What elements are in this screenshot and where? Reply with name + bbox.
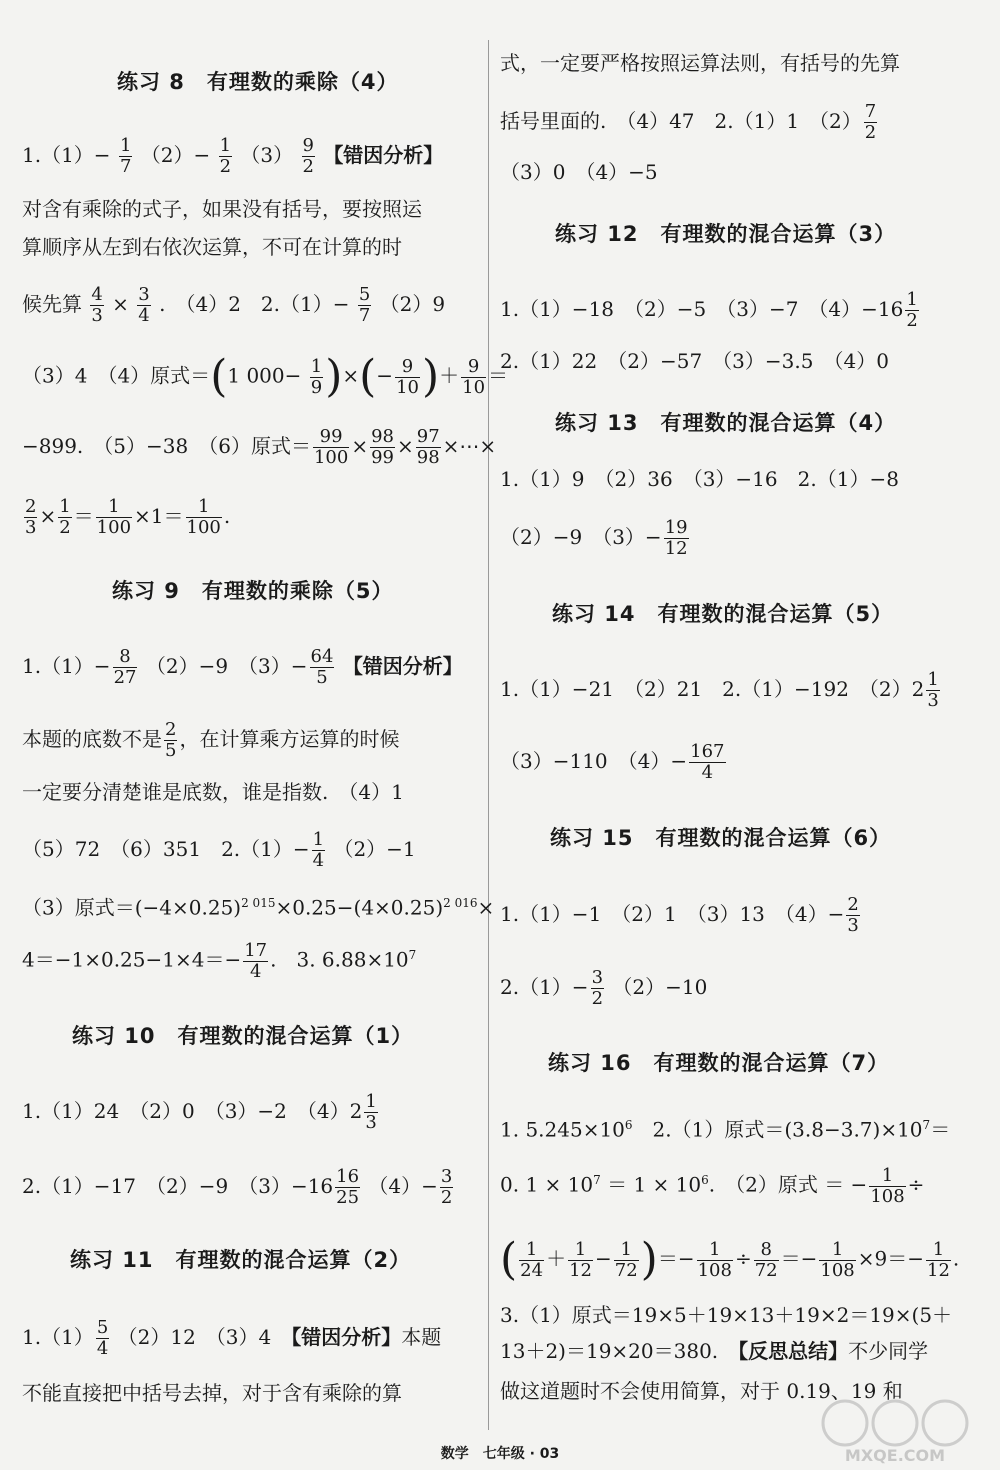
text: ÷ <box>907 1172 925 1197</box>
exponent: 7 <box>408 948 417 962</box>
text: ，在计算乘方运算的时候 <box>179 727 400 751</box>
denominator: 2 <box>440 1187 453 1208</box>
fraction <box>664 518 689 559</box>
denominator: 7 <box>358 305 371 326</box>
numerator: 1 <box>310 355 323 377</box>
fraction <box>219 136 232 177</box>
denominator: 2 <box>864 122 877 143</box>
text: ×0.25−(4×0.25) <box>275 895 444 920</box>
fraction <box>591 968 604 1009</box>
denominator: 4 <box>312 850 325 871</box>
error-analysis-tag: 【错因分析】 <box>291 1325 402 1349</box>
cont-line-3: （3）0 （4）−5 <box>500 160 658 184</box>
denominator: 4 <box>249 960 262 982</box>
section-title-14: 练习 14 有理数的混合运算（5） <box>552 602 894 626</box>
numerator: 9 <box>395 357 420 378</box>
error-analysis-tag: 【错因分析】 <box>342 654 463 678</box>
numerator: 1 <box>186 497 222 518</box>
numerator: 8 <box>113 647 138 668</box>
fraction <box>926 670 939 711</box>
cont-line-1: 式，一定要严格按照运算法则，有括号的先算 <box>500 51 900 75</box>
numerator: 1 <box>519 1240 544 1261</box>
s16-line-6: 做这道题时不会使用简算，对于 0.19、19 和 <box>500 1379 903 1403</box>
denominator: 9 <box>310 376 323 398</box>
s12-line-2: 2.（1）22 （2）−57 （3）−3.5 （4）0 <box>500 349 889 373</box>
denominator: 7 <box>119 156 132 177</box>
paren: ) <box>325 351 343 402</box>
reflection-tag: 【反思总结】 <box>738 1339 849 1363</box>
denominator: 24 <box>520 1259 544 1281</box>
numerator: 1 <box>906 289 918 310</box>
numerator: 1 <box>312 829 325 850</box>
cont-line-2 <box>500 102 879 143</box>
text: （2）−1 <box>333 837 416 861</box>
s9-line-1 <box>22 647 463 688</box>
fraction <box>395 357 420 398</box>
exponent: 6 <box>624 1118 633 1132</box>
text: 候先算 <box>22 292 82 316</box>
numerator: 5 <box>358 284 371 305</box>
text: 不少同学 <box>848 1339 929 1363</box>
section-title-12: 练习 12 有理数的混合运算（3） <box>555 222 897 246</box>
fraction <box>335 1167 360 1208</box>
denominator: 27 <box>113 667 137 688</box>
fraction <box>310 357 323 398</box>
text: （5）72 （6）351 2.（1）− <box>22 837 310 861</box>
denominator: 72 <box>754 1259 778 1281</box>
s8-line-7 <box>22 497 230 538</box>
section-title-8: 练习 8 有理数的乘除（4） <box>117 70 399 94</box>
text: × <box>351 434 369 458</box>
text: （2）−9 （3）− <box>500 525 662 549</box>
s8-line-6 <box>22 427 496 468</box>
fraction <box>568 1240 593 1281</box>
s14-line-2 <box>500 742 728 783</box>
numerator: 3 <box>440 1166 453 1187</box>
s15-line-2 <box>500 968 707 1009</box>
fraction <box>819 1240 855 1281</box>
fraction <box>58 497 71 538</box>
fraction <box>24 497 37 538</box>
page-footer: 数学 七年级 · 03 <box>440 1446 560 1462</box>
text: 1 000− <box>227 363 302 388</box>
fraction <box>113 647 138 688</box>
text: （3）4 （4）原式＝ <box>22 363 211 388</box>
denominator: 12 <box>927 1259 950 1281</box>
numerator: 9 <box>302 135 314 156</box>
section-title-15: 练习 15 有理数的混合运算（6） <box>550 826 892 850</box>
denominator: 72 <box>614 1259 638 1281</box>
text: 0. 1 × 10 <box>500 1172 594 1197</box>
denominator: 10 <box>462 376 486 398</box>
text: 1.（1）24 （2）0 （3）−2 （4）2 <box>22 1099 363 1123</box>
text: × <box>39 504 57 528</box>
exponent: 2 016 <box>443 896 478 910</box>
s9-line-4 <box>22 830 416 871</box>
text: 1.（1）−21 （2）21 2.（1）−192 （2）2 <box>500 677 925 701</box>
exponent: 2 015 <box>241 896 276 910</box>
text: （2）9 <box>379 292 446 316</box>
numerator: 3 <box>138 284 150 305</box>
text: 1. 5.245×10 <box>500 1117 625 1142</box>
s13-line-2 <box>500 518 691 559</box>
fraction <box>846 895 859 936</box>
text: （2）−10 <box>612 975 708 999</box>
s16-line-2 <box>500 1165 924 1207</box>
denominator: 100 <box>186 517 221 538</box>
numerator: 1 <box>926 1240 951 1261</box>
denominator: 108 <box>820 1259 855 1281</box>
denominator: 108 <box>870 1185 905 1207</box>
numerator: 1 <box>697 1240 733 1261</box>
denominator: 98 <box>416 447 440 468</box>
denominator: 2 <box>906 310 918 331</box>
fraction <box>370 427 395 468</box>
text: （3）原式＝(−4×0.25) <box>22 895 242 920</box>
error-analysis-tag: 【错因分析】 <box>323 143 444 167</box>
text: . （4）2 2.（1）− <box>159 292 350 316</box>
section-title-13: 练习 13 有理数的混合运算（4） <box>555 411 897 435</box>
text: （2）− <box>140 143 211 167</box>
s8-line-4 <box>22 285 445 326</box>
text: （2）−9 （3）− <box>145 654 308 678</box>
numerator: 1 <box>819 1240 855 1261</box>
fraction <box>302 136 315 177</box>
denominator: 100 <box>96 517 132 538</box>
fraction <box>905 290 918 331</box>
text: ＝ 1 × 10 <box>600 1172 702 1197</box>
denominator: 100 <box>313 447 349 468</box>
s9-line-5 <box>22 888 494 923</box>
s8-line-5 <box>22 351 509 402</box>
s12-line-1 <box>500 290 921 331</box>
watermark-logo <box>810 1395 980 1465</box>
paren: ( <box>359 351 377 402</box>
paren: ( <box>500 1234 518 1285</box>
numerator: 8 <box>754 1240 779 1261</box>
text: ＝− <box>780 1246 818 1271</box>
fraction <box>416 427 441 468</box>
fraction <box>926 1240 951 1281</box>
text: 4＝−1×0.25−1×4＝− <box>22 947 242 972</box>
numerator: 16 <box>336 1166 360 1187</box>
denominator: 10 <box>396 376 419 398</box>
fraction <box>869 1166 905 1207</box>
text: 1.（1）−18 （2）−5 （3）−7 （4）−16 <box>500 297 904 321</box>
text: − <box>594 1246 612 1271</box>
denominator: 2 <box>302 156 314 177</box>
numerator: 19 <box>664 517 688 538</box>
text: . （2）原式 ＝ − <box>708 1172 868 1197</box>
text: . <box>223 504 231 528</box>
denominator: 4 <box>701 762 714 783</box>
text: 2.（1）− <box>500 975 589 999</box>
fraction <box>519 1240 544 1281</box>
numerator: 4 <box>91 284 103 305</box>
s8-line-3: 算顺序从左到右依次运算，不可在计算的时 <box>22 235 402 259</box>
watermark-circle <box>923 1401 967 1445</box>
text: ×1＝ <box>134 504 184 528</box>
denominator: 4 <box>138 305 150 326</box>
text: ×⋯× <box>442 434 497 458</box>
s10-line-1 <box>22 1092 380 1133</box>
s10-line-2 <box>22 1167 455 1208</box>
numerator: 1 <box>568 1240 593 1261</box>
text: 本题的底数不是 <box>22 727 162 751</box>
fraction <box>119 136 132 177</box>
text: × <box>477 895 495 920</box>
denominator: 12 <box>664 538 688 559</box>
column-divider <box>488 40 489 1430</box>
text: ＝ <box>930 1117 951 1142</box>
denominator: 25 <box>336 1187 360 1208</box>
fraction <box>96 1318 109 1359</box>
fraction <box>864 102 877 143</box>
denominator: 2 <box>219 156 232 177</box>
text: × <box>112 292 129 316</box>
s13-line-1: 1.（1）9 （2）36 （3）−16 2.（1）−8 <box>500 467 899 491</box>
fraction <box>461 357 486 398</box>
s16-line-3 <box>500 1234 960 1285</box>
denominator: 108 <box>697 1259 732 1281</box>
exponent: 7 <box>593 1173 601 1187</box>
denominator: 3 <box>847 915 859 936</box>
paren: ( <box>210 351 228 402</box>
denominator: 3 <box>365 1112 377 1133</box>
text: 括号里面的. （4）47 2.（1）1 （2） <box>500 109 862 133</box>
s14-line-1 <box>500 670 942 711</box>
text: （2）12 （3）4 <box>117 1325 292 1349</box>
text: ×9＝− <box>857 1246 924 1271</box>
text: （3） <box>240 143 294 167</box>
numerator: 1 <box>927 669 939 690</box>
denominator: 2 <box>59 517 71 538</box>
text: ＋ <box>439 363 460 388</box>
text: （3）−110 （4）− <box>500 749 688 773</box>
text: − <box>376 363 394 388</box>
fraction <box>312 830 325 871</box>
section-title-9: 练习 9 有理数的乘除（5） <box>112 579 394 603</box>
fraction <box>90 285 103 326</box>
denominator: 4 <box>96 1338 109 1359</box>
s8-line-1 <box>22 136 443 177</box>
fraction <box>310 647 335 688</box>
text: −899. （5）−38 （6）原式＝ <box>22 434 311 458</box>
numerator: 1 <box>119 135 132 156</box>
numerator: 3 <box>591 967 604 988</box>
denominator: 5 <box>316 667 328 688</box>
fraction <box>243 941 268 982</box>
s11-line-2: 不能直接把中括号去掉，对于含有乘除的算 <box>22 1381 402 1405</box>
numerator: 2 <box>847 894 859 915</box>
denominator: 5 <box>165 740 177 761</box>
text: 13＋2)＝19×20＝380. <box>500 1339 739 1363</box>
denominator: 99 <box>371 447 394 468</box>
fraction <box>358 285 371 326</box>
paren: ) <box>640 1234 658 1285</box>
numerator: 98 <box>371 426 394 447</box>
text: 本题 <box>401 1325 442 1349</box>
numerator: 9 <box>461 357 486 378</box>
numerator: 1 <box>59 496 71 517</box>
text: ÷ <box>734 1246 752 1271</box>
fraction <box>164 720 177 761</box>
text: ＋ <box>546 1246 567 1271</box>
s15-line-1 <box>500 895 862 936</box>
denominator: 12 <box>569 1259 592 1281</box>
text: （4）− <box>368 1174 438 1198</box>
section-title-16: 练习 16 有理数的混合运算（7） <box>548 1051 890 1075</box>
numerator: 97 <box>416 426 440 447</box>
s9-line-2 <box>22 720 399 761</box>
watermark-circle <box>823 1401 867 1445</box>
fraction <box>697 1240 733 1281</box>
numerator: 1 <box>365 1091 377 1112</box>
numerator: 1 <box>869 1166 905 1187</box>
s16-line-5 <box>500 1336 928 1366</box>
s9-line-6 <box>22 940 416 982</box>
text: ＝ <box>488 363 509 388</box>
numerator: 64 <box>310 646 334 667</box>
numerator: 7 <box>864 101 877 122</box>
exponent: 7 <box>922 1118 931 1132</box>
fraction <box>137 285 150 326</box>
text: . <box>952 1246 960 1271</box>
paren: ) <box>421 351 440 402</box>
section-title-11: 练习 11 有理数的混合运算（2） <box>70 1248 412 1272</box>
numerator: 1 <box>96 497 132 518</box>
fraction <box>364 1092 377 1133</box>
numerator: 2 <box>165 719 177 740</box>
numerator: 1 <box>614 1240 639 1261</box>
s16-line-4: 3.（1）原式＝19×5＋19×13＋19×2＝19×(5＋ <box>500 1303 953 1327</box>
text: 1.（1）− <box>22 143 111 167</box>
denominator: 3 <box>25 517 37 538</box>
watermark-circle <box>873 1401 917 1445</box>
text: × <box>396 434 414 458</box>
fraction <box>96 497 132 538</box>
denominator: 3 <box>91 305 103 326</box>
numerator: 99 <box>313 427 349 448</box>
watermark-text: MXQE.COM <box>844 1446 946 1465</box>
text: 1.（1）−1 （2）1 （3）13 （4）− <box>500 902 845 926</box>
exponent: 6 <box>701 1173 709 1187</box>
denominator: 2 <box>591 988 604 1009</box>
numerator: 5 <box>96 1317 109 1338</box>
section-title-10: 练习 10 有理数的混合运算（1） <box>72 1024 414 1048</box>
fraction <box>689 742 725 783</box>
text: × <box>342 363 360 388</box>
text: ＝ <box>73 504 94 528</box>
s16-line-1 <box>500 1110 950 1145</box>
numerator: 17 <box>244 939 268 961</box>
fraction <box>313 427 349 468</box>
numerator: 2 <box>25 496 37 517</box>
s8-line-2: 对含有乘除的式子，如果没有括号，要按照运 <box>22 197 422 221</box>
denominator: 3 <box>927 690 939 711</box>
fraction <box>440 1167 453 1208</box>
text: 1.（1）− <box>22 654 111 678</box>
text: 2.（1）−17 （2）−9 （3）−16 <box>22 1174 334 1198</box>
text: 1.（1） <box>22 1325 94 1349</box>
s9-line-3: 一定要分清楚谁是底数，谁是指数. （4）1 <box>22 780 404 804</box>
numerator: 1 <box>219 135 232 156</box>
s11-line-1 <box>22 1318 441 1359</box>
fraction <box>186 497 222 538</box>
fraction <box>614 1240 639 1281</box>
numerator: 167 <box>690 741 725 762</box>
text: ＝− <box>657 1246 695 1271</box>
fraction <box>754 1240 779 1281</box>
text: 2.（1）原式＝(3.8−3.7)×10 <box>632 1117 923 1142</box>
text: . 3. 6.88×10 <box>270 947 409 972</box>
